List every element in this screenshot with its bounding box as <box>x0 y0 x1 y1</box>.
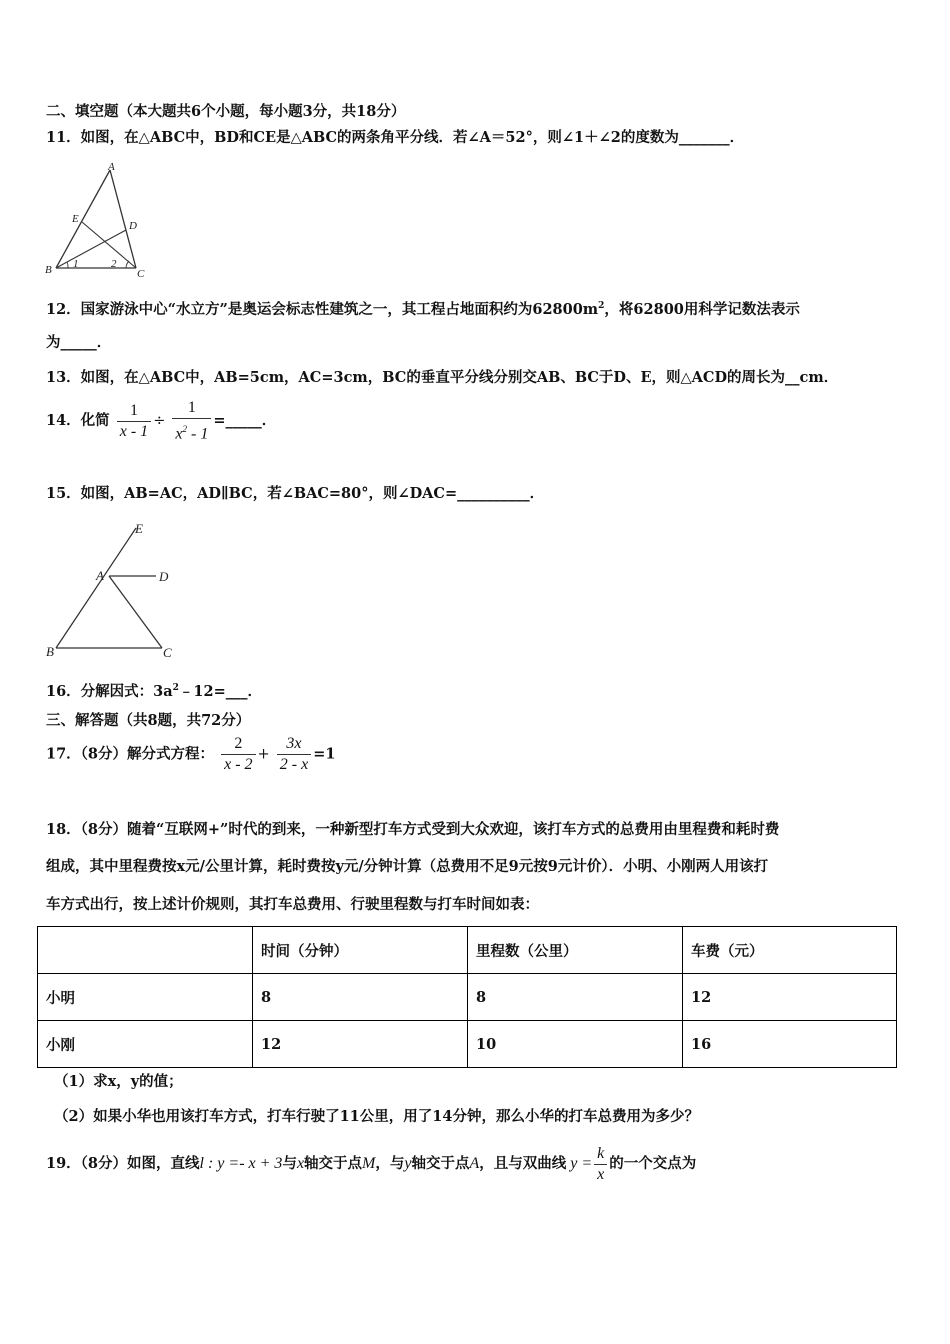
q17-fraction-2 <box>277 734 311 775</box>
q19-hyperbola-numerator: k <box>594 1144 607 1165</box>
question-16 <box>46 678 262 702</box>
section3-header: 三、解答题（共8题，共72分） <box>46 712 251 729</box>
q17-prefix: 17．（8分）解分式方程： <box>46 745 215 763</box>
question-17 <box>46 734 335 775</box>
q19-hyperbola-lhs: y = <box>570 1155 593 1172</box>
q17-frac1-numerator: 2 <box>221 734 255 755</box>
question-18-sub1: （1）求x，y的值； <box>54 1073 183 1090</box>
q17-frac2-denominator: 2 - x <box>279 756 309 773</box>
table-cell: 12 <box>253 1021 468 1068</box>
q17-frac2-numerator: 3x <box>277 734 311 755</box>
fig11-label-angle-2: 2 <box>111 258 117 270</box>
fig15-label-d: D <box>159 569 169 584</box>
q14-suffix: =_____． <box>213 412 277 430</box>
q19-var-y: y <box>404 1155 412 1172</box>
question-18-line1: 18．（8分）随着“互联网+”时代的到来，一种新型打车方式受到大众欢迎，该打车方式的总费用由里程费和耗时费 <box>46 821 780 838</box>
fig11-label-a: A <box>108 161 115 173</box>
fig11-label-c: C <box>137 268 145 280</box>
q19-var-x: x <box>296 1155 305 1172</box>
question-13: 13．如图，在△ABC中，AB=5cm，AC=3cm，BC的垂直平分线分别交AB、BC于D、E，则△ACD的周长为__cm． <box>46 369 839 386</box>
table-header-row <box>38 927 897 974</box>
q14-fraction-1 <box>117 401 151 442</box>
q14-frac1-numerator: 1 <box>117 401 151 422</box>
q16-text-a: 16．分解因式：3a <box>46 682 173 700</box>
table-cell: 8 <box>253 974 468 1021</box>
table-cell: 小明 <box>38 974 253 1021</box>
q19-text: 轴交于点 <box>411 1155 470 1172</box>
question-14 <box>46 398 276 444</box>
question-12-line2: 为_____． <box>46 334 112 351</box>
table-row <box>38 974 897 1021</box>
q19-hyperbola-denominator: x <box>597 1165 605 1183</box>
q16-text-b: ﹣12=___． <box>178 682 263 700</box>
q14-fraction-2 <box>172 398 211 444</box>
q19-text: 与 <box>282 1155 297 1172</box>
q14-prefix: 14．化简 <box>46 412 110 430</box>
figure-11-triangle <box>44 160 154 280</box>
table-header-cell: 车费（元） <box>683 927 897 974</box>
question-18-line3: 车方式出行，按上述计价规则，其打车总费用、行驶里程数与打车时间如表： <box>46 896 539 913</box>
fig15-label-c: C <box>163 645 172 660</box>
q19-text: ，且与双曲线 <box>479 1155 567 1172</box>
figure-15-triangle <box>44 518 184 663</box>
table-cell: 12 <box>683 974 897 1021</box>
q17-operator: + <box>257 746 270 763</box>
fig11-label-angle-1: 1 <box>73 258 79 270</box>
q14-operator: ÷ <box>153 413 166 430</box>
q17-frac1-denominator: x - 2 <box>224 756 253 773</box>
q12-superscript: 2 <box>598 301 605 311</box>
q14-frac2-denominator: $x^2 - 1$ <box>175 424 209 443</box>
q18-fare-table <box>37 926 897 1068</box>
q17-suffix: =1 <box>313 745 336 763</box>
question-19 <box>46 1142 696 1186</box>
q12-text-b: ，将62800用科学记数法表示 <box>604 300 800 318</box>
q16-superscript: 2 <box>172 683 179 693</box>
question-15: 15．如图，AB=AC，AD∥BC，若∠BAC=80°，则∠DAC=__________． <box>46 485 545 502</box>
q19-text: ，与 <box>375 1155 405 1172</box>
q12-text-a: 12．国家游泳中心“水立方”是奥运会标志性建筑之一，其工程占地面积约为62800m <box>46 300 599 318</box>
fig11-label-b: B <box>45 264 52 276</box>
q14-frac1-denominator: x - 1 <box>119 422 149 440</box>
q19-suffix: 的一个交点为 <box>609 1155 697 1172</box>
fig15-label-e: E <box>135 521 143 536</box>
question-18-line2: 组成，其中里程费按x元/公里计算，耗时费按y元/分钟计算（总费用不足9元按9元计价）．小明、小刚两人用该打 <box>46 858 769 875</box>
table-cell: 8 <box>468 974 683 1021</box>
fig11-label-e: E <box>72 213 79 225</box>
question-18-sub2: （2）如果小华也用该打车方式，打车行驶了11公里，用了14分钟，那么小华的打车总费用为多少？ <box>54 1108 699 1125</box>
table-header-cell <box>38 927 253 974</box>
question-12-line1 <box>46 296 800 320</box>
q14-frac2-numerator: 1 <box>172 398 211 419</box>
section2-header: 二、填空题（本大题共6个小题，每小题3分，共18分） <box>46 103 406 120</box>
table-cell: 16 <box>683 1021 897 1068</box>
question-11: 11．如图，在△ABC中，BD和CE是△ABC的两条角平分线．若∠A＝52°，则∠1＋∠2的度数为_______． <box>46 129 745 146</box>
table-cell: 10 <box>468 1021 683 1068</box>
q19-line-equation: l : y =- x + 3 <box>199 1155 283 1172</box>
q19-text: 轴交于点 <box>304 1155 363 1172</box>
table-row <box>38 1021 897 1068</box>
table-header-cell: 里程数（公里） <box>468 927 683 974</box>
table-header-cell: 时间（分钟） <box>253 927 468 974</box>
q19-var-a: A <box>469 1155 480 1172</box>
q19-var-m: M <box>362 1155 376 1172</box>
q19-prefix: 19．（8分）如图，直线 <box>46 1155 200 1172</box>
fig15-label-b: B <box>46 644 54 659</box>
fig11-label-d: D <box>129 220 137 232</box>
q19-hyperbola-fraction <box>594 1144 607 1185</box>
q17-fraction-1 <box>221 734 255 775</box>
fig15-label-a: A <box>96 568 104 583</box>
table-cell: 小刚 <box>38 1021 253 1068</box>
